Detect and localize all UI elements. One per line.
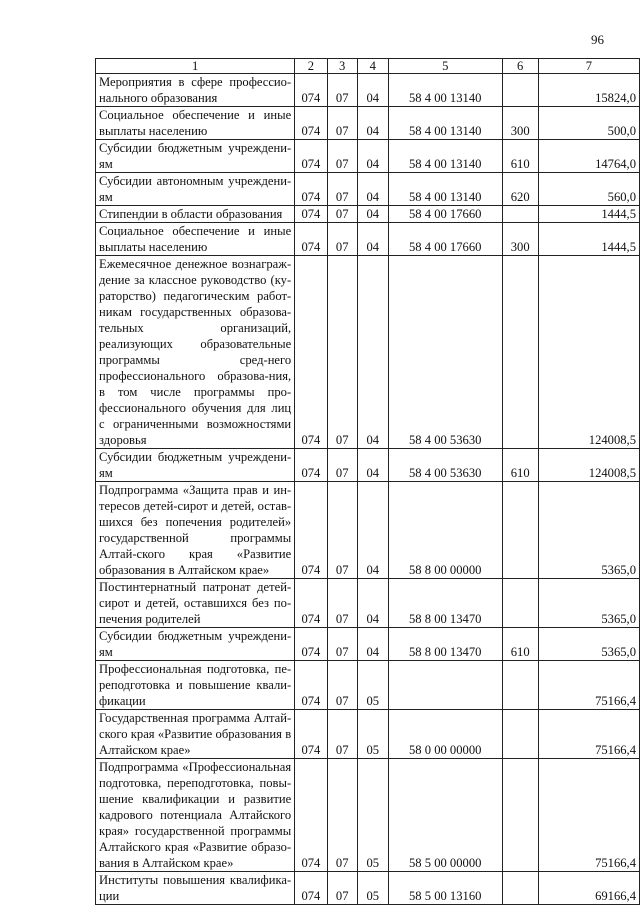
amount-cell: 5365,0 [538,579,639,628]
row-name-cell: Субсидии бюджетным учреждени-ям [96,628,295,661]
section-code-cell: 07 [327,482,357,579]
row-name-cell: Подпрограмма «Защита прав и ин-тересов детей-сирот и детей, остав-шихся без попечения родителей» государственной программы Алтай-ского края «Развитие образования в Алтайском крае» [96,482,295,579]
expense-type-cell: 610 [502,628,538,661]
target-article-cell: 58 4 00 13140 [388,140,502,173]
section-code-cell: 07 [327,872,357,905]
amount-cell: 5365,0 [538,482,639,579]
amount-cell: 75166,4 [538,710,639,759]
budget-table-container [95,58,640,905]
ministry-code-cell: 074 [295,579,327,628]
table-row [96,628,640,661]
ministry-code-cell: 074 [295,74,327,107]
ministry-code-cell: 074 [295,759,327,872]
row-name-cell: Государственная программа Алтай-ского края «Развитие образования в Алтайском крае» [96,710,295,759]
subsection-code-cell: 05 [357,710,388,759]
target-article-cell: 58 8 00 13470 [388,628,502,661]
target-article-cell: 58 4 00 53630 [388,256,502,449]
amount-cell: 14764,0 [538,140,639,173]
ministry-code-cell: 074 [295,482,327,579]
target-article-cell: 58 8 00 00000 [388,482,502,579]
subsection-code-cell: 04 [357,107,388,140]
subsection-code-cell: 05 [357,759,388,872]
header-cell: 1 [96,59,295,74]
expense-type-cell: 300 [502,107,538,140]
section-code-cell: 07 [327,661,357,710]
row-name-cell: Мероприятия в сфере профессио-нального образования [96,74,295,107]
section-code-cell: 07 [327,579,357,628]
subsection-code-cell: 04 [357,140,388,173]
target-article-cell: 58 4 00 13140 [388,74,502,107]
header-cell: 2 [295,59,327,74]
section-code-cell: 07 [327,759,357,872]
section-code-cell: 07 [327,710,357,759]
expense-type-cell [502,661,538,710]
ministry-code-cell: 074 [295,223,327,256]
section-code-cell: 07 [327,74,357,107]
row-name-cell: Профессиональная подготовка, пе-реподготовка и повышение квали-фикации [96,661,295,710]
expense-type-cell [502,256,538,449]
header-cell: 7 [538,59,639,74]
amount-cell: 69166,4 [538,872,639,905]
target-article-cell: 58 4 00 13140 [388,173,502,206]
expense-type-cell [502,579,538,628]
header-cell: 6 [502,59,538,74]
table-row [96,449,640,482]
target-article-cell: 58 4 00 13140 [388,107,502,140]
table-row [96,579,640,628]
amount-cell: 124008,5 [538,449,639,482]
table-row [96,140,640,173]
table-row [96,173,640,206]
ministry-code-cell: 074 [295,107,327,140]
row-name-cell: Стипендии в области образования [96,206,295,223]
expense-type-cell [502,710,538,759]
expense-type-cell [502,759,538,872]
section-code-cell: 07 [327,223,357,256]
section-code-cell: 07 [327,256,357,449]
subsection-code-cell: 04 [357,579,388,628]
header-row [96,59,640,74]
row-name-cell: Социальное обеспечение и иные выплаты населению [96,223,295,256]
section-code-cell: 07 [327,140,357,173]
amount-cell: 75166,4 [538,759,639,872]
subsection-code-cell: 04 [357,482,388,579]
table-row [96,872,640,905]
subsection-code-cell: 04 [357,223,388,256]
subsection-code-cell: 04 [357,449,388,482]
subsection-code-cell: 04 [357,173,388,206]
expense-type-cell: 610 [502,449,538,482]
ministry-code-cell: 074 [295,449,327,482]
expense-type-cell: 610 [502,140,538,173]
row-name-cell: Субсидии бюджетным учреждени-ям [96,449,295,482]
table-row [96,661,640,710]
target-article-cell: 58 5 00 13160 [388,872,502,905]
subsection-code-cell: 04 [357,628,388,661]
table-row [96,710,640,759]
ministry-code-cell: 074 [295,256,327,449]
expense-type-cell: 300 [502,223,538,256]
table-row [96,482,640,579]
target-article-cell: 58 4 00 17660 [388,223,502,256]
amount-cell: 1444,5 [538,206,639,223]
amount-cell: 1444,5 [538,223,639,256]
amount-cell: 75166,4 [538,661,639,710]
table-row [96,206,640,223]
subsection-code-cell: 04 [357,206,388,223]
amount-cell: 15824,0 [538,74,639,107]
section-code-cell: 07 [327,449,357,482]
row-name-cell: Ежемесячное денежное вознаграж-дение за классное руководство (ку-раторство) педагогическим работ-никам государственных образова-тельных организаций, реализующих образовательные программы сред-него профессионального образова-ния, в том числе программы про-фессионального обучения для лиц с ограниченными возможностями здоровья [96,256,295,449]
row-name-cell: Субсидии бюджетным учреждени-ям [96,140,295,173]
ministry-code-cell: 074 [295,872,327,905]
row-name-cell: Постинтернатный патронат детей-сирот и детей, оставшихся без по-печения родителей [96,579,295,628]
section-code-cell: 07 [327,206,357,223]
row-name-cell: Социальное обеспечение и иные выплаты населению [96,107,295,140]
header-cell: 3 [327,59,357,74]
section-code-cell: 07 [327,107,357,140]
expense-type-cell [502,74,538,107]
ministry-code-cell: 074 [295,661,327,710]
row-name-cell: Институты повышения квалифика-ции [96,872,295,905]
subsection-code-cell: 05 [357,661,388,710]
subsection-code-cell: 04 [357,256,388,449]
target-article-cell: 58 8 00 13470 [388,579,502,628]
expense-type-cell [502,206,538,223]
section-code-cell: 07 [327,628,357,661]
subsection-code-cell: 04 [357,74,388,107]
target-article-cell: 58 4 00 53630 [388,449,502,482]
row-name-cell: Субсидии автономным учреждени-ям [96,173,295,206]
amount-cell: 500,0 [538,107,639,140]
table-row [96,759,640,872]
target-article-cell [388,661,502,710]
ministry-code-cell: 074 [295,206,327,223]
header-cell: 4 [357,59,388,74]
header-cell: 5 [388,59,502,74]
table-row [96,74,640,107]
target-article-cell: 58 4 00 17660 [388,206,502,223]
ministry-code-cell: 074 [295,140,327,173]
row-name-cell: Подпрограмма «Профессиональная подготовка, переподготовка, повы-шение квалификации и развитие кадрового потенциала Алтайского края» государственной программы Алтайского края «Развитие образо-вания в Алтайском крае» [96,759,295,872]
target-article-cell: 58 0 00 00000 [388,710,502,759]
section-code-cell: 07 [327,173,357,206]
ministry-code-cell: 074 [295,628,327,661]
target-article-cell: 58 5 00 00000 [388,759,502,872]
expense-type-cell [502,482,538,579]
page-number: 96 [591,32,604,47]
table-row [96,256,640,449]
amount-cell: 124008,5 [538,256,639,449]
ministry-code-cell: 074 [295,173,327,206]
expense-type-cell: 620 [502,173,538,206]
subsection-code-cell: 05 [357,872,388,905]
budget-table [95,58,640,905]
table-row [96,223,640,256]
table-row [96,107,640,140]
ministry-code-cell: 074 [295,710,327,759]
amount-cell: 5365,0 [538,628,639,661]
expense-type-cell [502,872,538,905]
amount-cell: 560,0 [538,173,639,206]
